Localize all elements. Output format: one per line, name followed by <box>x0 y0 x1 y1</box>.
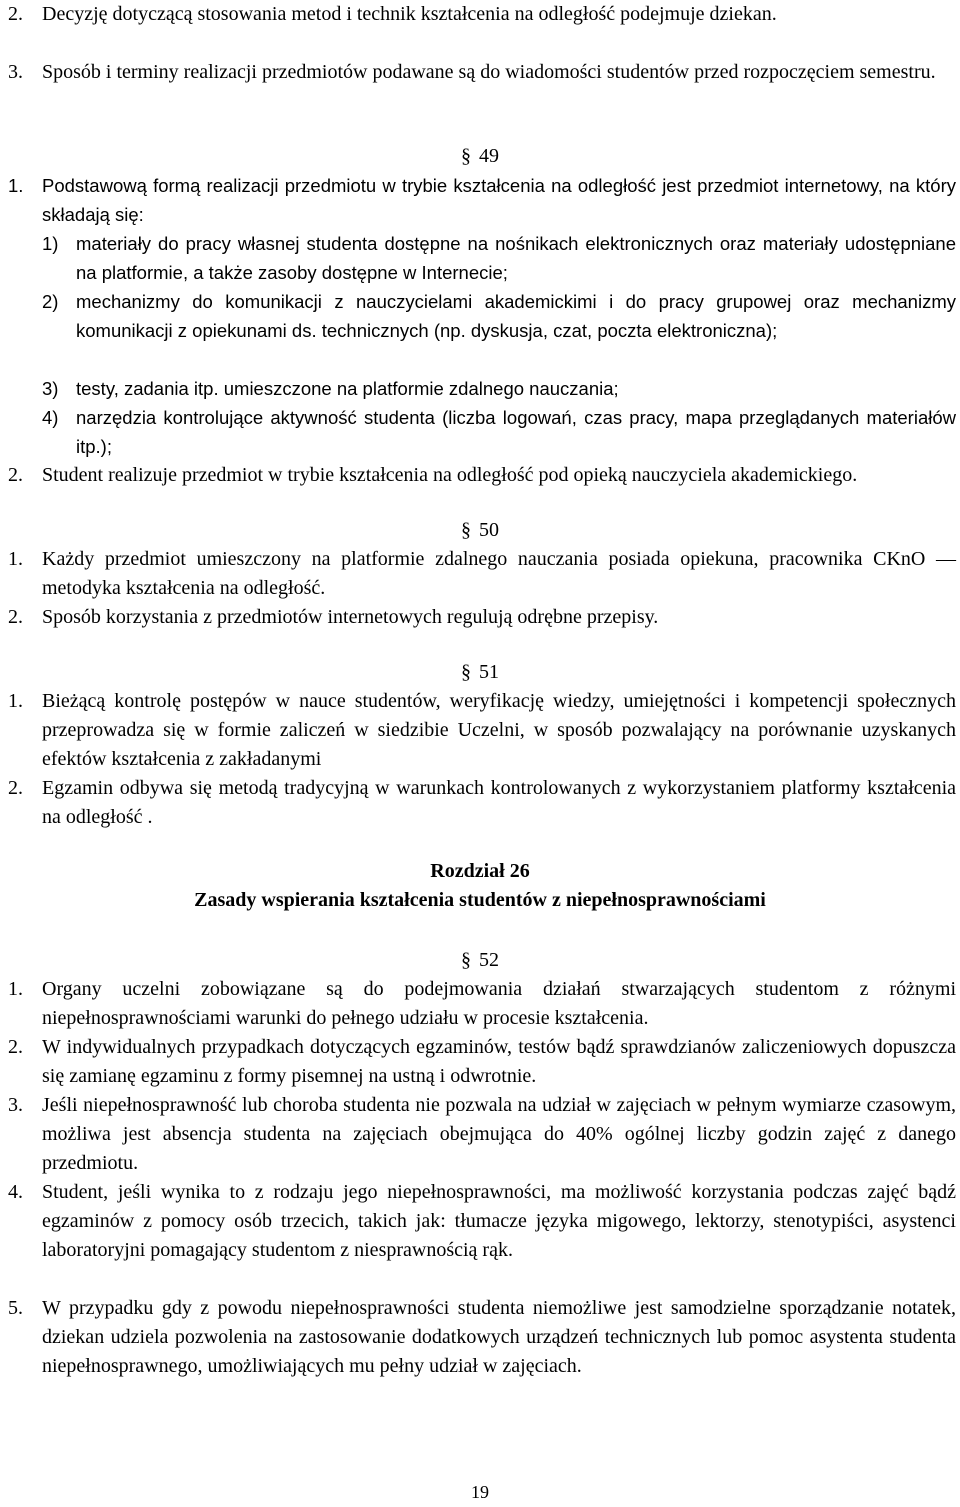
section-number: 51 <box>479 661 499 683</box>
section-heading-52 <box>0 946 960 975</box>
item-text: Decyzję dotyczącą stosowania metod i technik kształcenia na odległość podejmuje dziekan. <box>42 3 777 25</box>
item-number: 3. <box>8 1094 23 1116</box>
item-number: 1. <box>8 978 23 1000</box>
item-number: 2. <box>8 464 23 486</box>
sub-item-text: narzędzia kontrolujące aktywność studenta (liczba logowań, czas pracy, mapa przeglądanych materiałów itp.); <box>76 407 956 457</box>
item-text: Bieżącą kontrolę postępów w nauce studentów, weryfikację wiedzy, umiejętności i kompetencji społecznych przeprowadza się w formie zaliczeń w siedzibie Uczelni, w sposób pozwalający na porównanie uzyskanych efektów kształcenia z zakładanymi <box>42 690 956 770</box>
chapter-title: Rozdział 26 <box>430 860 530 882</box>
item-text: Jeśli niepełnosprawność lub choroba studenta nie pozwala na udział w zajęciach w pełnym wymiarze czasowym, możliwa jest absencja studenta na zajęciach obejmująca do 40% ogólnej liczby godzin zajęć z danego przedmiotu. <box>42 1094 956 1174</box>
list-item <box>8 58 956 87</box>
item-text: Student, jeśli wynika to z rodzaju jego niepełnosprawności, ma możliwość korzystania podczas zajęć bądź egzaminów z pomocy osób trzecich, takich jak: tłumacze języka migowego, lektorzy, stenotypiści, asystenci laboratoryjni pomagający studentom z niesprawnością rąk. <box>42 1181 956 1261</box>
list-item <box>8 1091 956 1178</box>
item-number: 3. <box>8 61 23 83</box>
section-sign: § <box>461 949 471 971</box>
item-text: Każdy przedmiot umieszczony na platformie zdalnego nauczania posiada opiekuna, pracownika CKnO — metodyka kształcenia na odległość. <box>42 548 956 599</box>
item-text: W indywidualnych przypadkach dotyczących egzaminów, testów bądź sprawdzianów zaliczeniowych dopuszcza się zamianę egzaminu z formy pisemnej na ustną i odwrotnie. <box>42 1036 956 1087</box>
sub-list-item <box>8 229 956 287</box>
item-text: Sposób i terminy realizacji przedmiotów podawane są do wiadomości studentów przed rozpoczęciem semestru. <box>42 61 936 83</box>
section-number: 50 <box>479 519 499 541</box>
item-number: 5. <box>8 1297 23 1319</box>
list-item <box>8 0 956 29</box>
item-text: Sposób korzystania z przedmiotów internetowych regulują odrębne przepisy. <box>42 606 659 628</box>
sub-item-number: 2) <box>42 291 59 312</box>
list-item <box>8 774 956 832</box>
section-heading-50 <box>0 516 960 545</box>
list-item <box>8 1294 956 1381</box>
section-sign: § <box>461 145 471 167</box>
item-number: 4. <box>8 1181 23 1203</box>
sub-item-number: 3) <box>42 378 59 399</box>
item-number: 2. <box>8 777 23 799</box>
sub-item-text: testy, zadania itp. umieszczone na platformie zdalnego nauczania; <box>76 378 619 399</box>
sub-item-number: 4) <box>42 407 59 428</box>
list-item <box>8 545 956 603</box>
item-text: Organy uczelni zobowiązane są do podejmowania działań stwarzających studentom z różnymi niepełnosprawnościami warunki do pełnego udziału w procesie kształcenia. <box>42 978 956 1029</box>
section-number: 52 <box>479 949 499 971</box>
item-text: Student realizuje przedmiot w trybie kształcenia na odległość pod opieką nauczyciela akademickiego. <box>42 464 858 486</box>
section-number: 49 <box>479 145 499 167</box>
page-number: 19 <box>471 1482 489 1502</box>
item-number: 1. <box>8 548 23 570</box>
sub-list-item <box>8 374 956 403</box>
item-number: 2. <box>8 3 23 25</box>
sub-list-item <box>8 403 956 461</box>
item-number: 1. <box>8 690 23 712</box>
item-text: Egzamin odbywa się metodą tradycyjną w warunkach kontrolowanych z wykorzystaniem platformy kształcenia na odległość . <box>42 777 956 828</box>
section-heading-49 <box>0 142 960 171</box>
section-sign: § <box>461 661 471 683</box>
sub-item-text: materiały do pracy własnej studenta dostępne na nośnikach elektronicznych oraz materiały udostępniane na platformie, a także zasoby dostępne w Internecie; <box>76 233 956 283</box>
sub-list-item <box>8 287 956 345</box>
chapter-subtitle: Zasady wspierania kształcenia studentów z niepełnosprawnościami <box>194 889 766 911</box>
list-item <box>8 975 956 1033</box>
section-heading-51 <box>0 658 960 687</box>
section-sign: § <box>461 519 471 541</box>
list-item <box>8 687 956 774</box>
item-number: 1. <box>8 175 24 196</box>
list-item <box>8 1033 956 1091</box>
list-item <box>8 603 956 632</box>
list-item <box>8 461 956 490</box>
item-number: 2. <box>8 606 23 628</box>
list-item <box>8 1178 956 1265</box>
list-item <box>8 171 956 229</box>
item-text: W przypadku gdy z powodu niepełnosprawności studenta niemożliwe jest samodzielne sporządzanie notatek, dziekan udziela pozwolenia na zastosowanie dodatkowych urządzeń technicznych lub pomoc asystenta studenta niepełnosprawnego, umożliwiających mu pełny udział w zajęciach. <box>42 1297 956 1377</box>
sub-item-number: 1) <box>42 233 59 254</box>
sub-item-text: mechanizmy do komunikacji z nauczycielami akademickimi i do pracy grupowej oraz mechanizmy komunikacji z opiekunami ds. technicznych (np. dyskusja, czat, poczta elektroniczna); <box>76 291 956 341</box>
item-number: 2. <box>8 1036 23 1058</box>
item-text: Podstawową formą realizacji przedmiotu w trybie kształcenia na odległość jest przedmiot internetowy, na który składają się: <box>42 175 956 225</box>
